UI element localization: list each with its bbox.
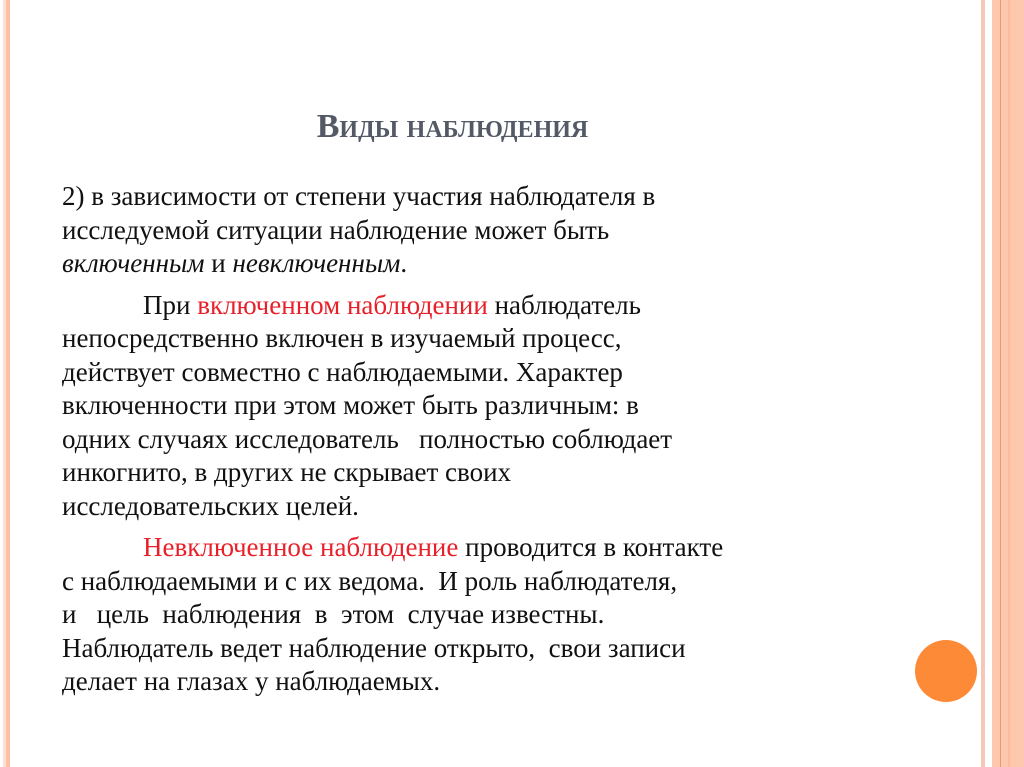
body-line <box>62 531 723 565</box>
right-border-stripe-thin <box>981 0 985 767</box>
highlight-term: Невключенное наблюдение <box>143 532 459 562</box>
slide-body <box>62 180 723 699</box>
right-border-line <box>1000 0 1001 767</box>
body-line: инкогнито, в других не скрывает своих <box>62 457 512 487</box>
body-line <box>62 247 723 281</box>
text: проводится в контакте <box>458 532 724 562</box>
body-line: действует совместно с наблюдаемыми. Характер <box>62 356 623 387</box>
decorative-orange-circle <box>915 640 977 702</box>
body-line: одних случаях исследователь полностью соблюдает <box>62 423 673 454</box>
body-line: и цель наблюдения в этом случае известны. <box>62 599 605 629</box>
body-line: исследовательских целей. <box>62 490 359 521</box>
italic-term: включенным <box>62 248 205 278</box>
body-line: непосредственно включен в изучаемый процесс, <box>62 323 622 353</box>
slide-title: Виды наблюдения <box>316 108 589 145</box>
body-line: исследуемой ситуации наблюдение может быть <box>62 214 610 245</box>
body-line: Наблюдатель ведет наблюдение открыто, свои записи <box>62 632 686 663</box>
body-line <box>62 289 723 323</box>
body-line: с наблюдаемыми и с их ведома. И роль наблюдателя, <box>62 565 678 596</box>
text: наблюдатель <box>487 289 641 320</box>
italic-term: невключенным <box>232 248 401 278</box>
text: и <box>204 248 233 278</box>
right-border-line-soft <box>1008 0 1010 767</box>
body-line: 2) в зависимости от степени участия наблюдателя в <box>62 181 656 211</box>
highlight-term: включенном наблюдении <box>197 289 488 320</box>
text: При <box>143 289 198 320</box>
body-line: делает на глазах у наблюдаемых. <box>62 666 441 696</box>
text: . <box>400 248 408 278</box>
body-line: включенности при этом может быть различным: в <box>62 390 639 420</box>
